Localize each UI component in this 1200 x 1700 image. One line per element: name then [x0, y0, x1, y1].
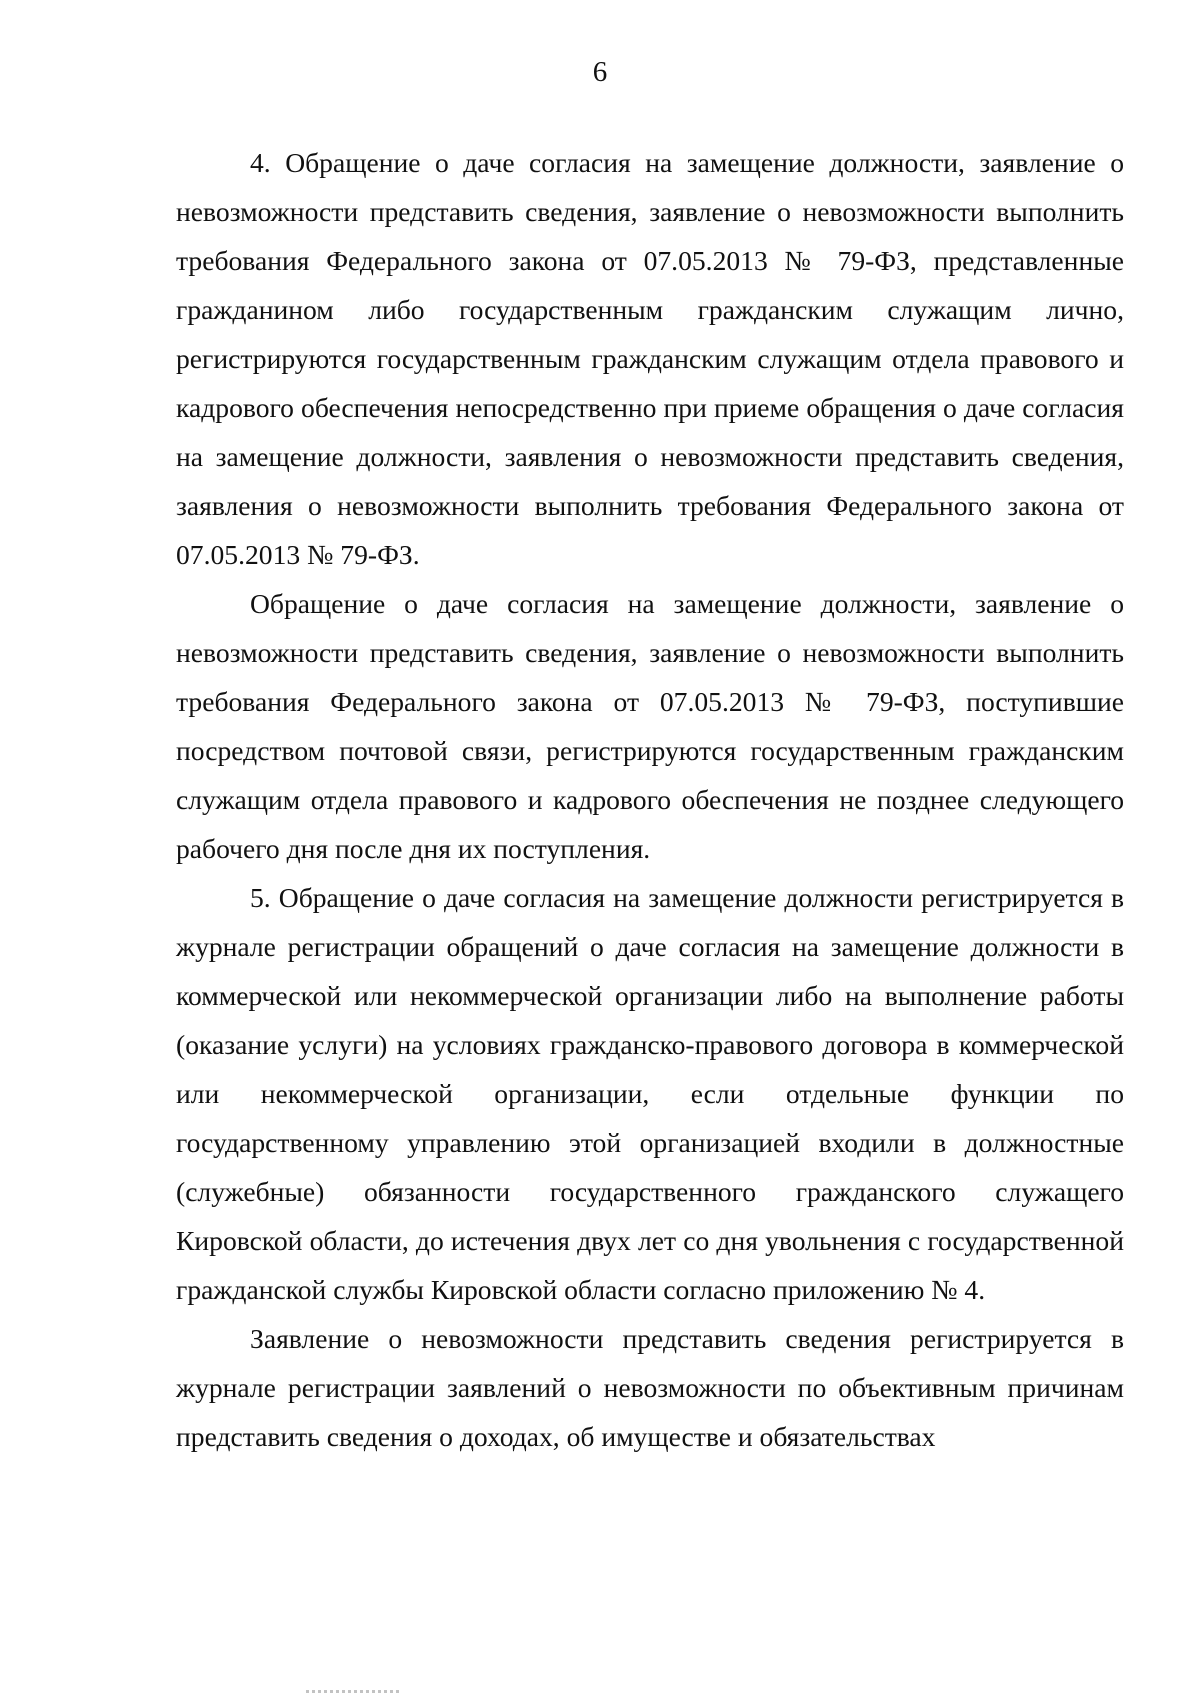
paragraph-registration-by-mail: Обращение о даче согласия на замещение должности, заявление о невозможности представить сведения, заявление о невозможности выполнить требования Федерального закона от 07.05.2013 № 79-ФЗ, поступившие посредством почтовой связи, регистрируются государственным гражданским служащим отдела правового и кадрового обеспечения не позднее следующего рабочего дня после дня их поступления. — [176, 588, 1124, 864]
paragraph-statement-registration: Заявление о невозможности представить сведения регистрируется в журнале регистрации заявлений о невозможности по объективным причинам представить сведения о доходах, об имуществе и обязательствах — [176, 1323, 1124, 1452]
document-body — [176, 138, 1124, 1461]
page-number: 6 — [592, 56, 608, 88]
scan-artifact — [306, 1690, 402, 1693]
paragraph-4-registration-in-person: 4. Обращение о даче согласия на замещение должности, заявление о невозможности представить сведения, заявление о невозможности выполнить требования Федерального закона от 07.05.2013 № 79-ФЗ, представленные гражданином либо государственным гражданским служащим лично, регистрируются государственным гражданским служащим отдела правового и кадрового обеспечения непосредственно при приеме обращения о даче согласия на замещение должности, заявления о невозможности представить сведения, заявления о невозможности выполнить требования Федерального закона от 07.05.2013 № 79-ФЗ. — [176, 147, 1124, 570]
paragraph-5-journal-registration: 5. Обращение о даче согласия на замещение должности регистрируется в журнале регистрации обращений о даче согласия на замещение должности в коммерческой или некоммерческой организации либо на выполнение работы (оказание услуги) на условиях гражданско-правового договора в коммерческой или некоммерческой организации, если отдельные функции по государственному управлению этой организацией входили в должностные (служебные) обязанности государственного гражданского служащего Кировской области, до истечения двух лет со дня увольнения с государственной гражданской службы Кировской области согласно приложению № 4. — [176, 882, 1124, 1305]
